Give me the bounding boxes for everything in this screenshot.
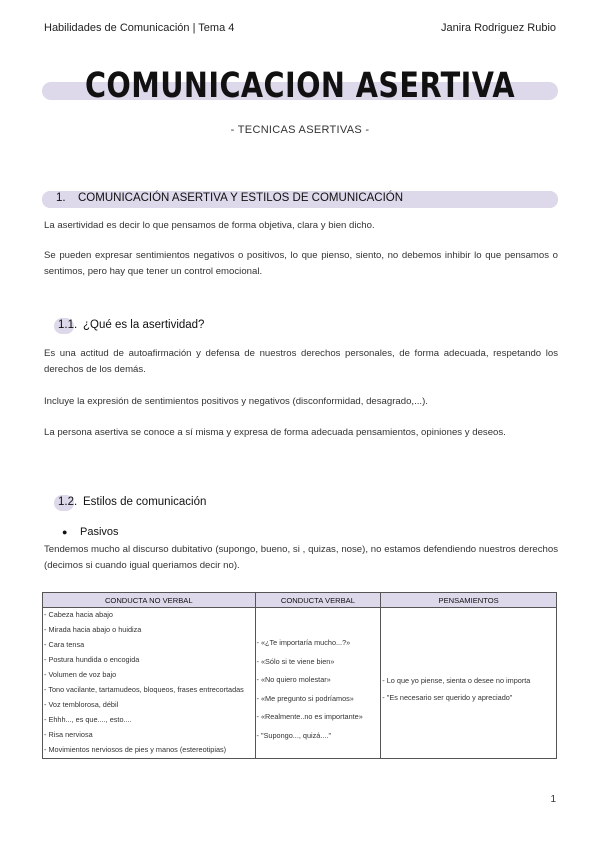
no-verbal-cell	[43, 608, 256, 759]
list-item: - Movimientos nerviosos de pies y manos (estereotipias)	[44, 745, 227, 754]
list-item: - Ehhh..., es que...., esto....	[44, 715, 132, 724]
list-item: - Tono vacilante, tartamudeos, bloqueos, frases entrecortadas	[44, 685, 244, 694]
list-item: - «Me pregunto si podríamos»	[256, 693, 354, 703]
list-item: - «¿Te importaría mucho...?»	[256, 638, 351, 647]
list-item: - Cara tensa	[44, 640, 85, 649]
section-1-1-paragraph: Incluye la expresión de sentimientos positivos y negativos (disconformidad, desagrado,...).	[44, 396, 428, 407]
list-item: - Volumen de voz bajo	[44, 670, 117, 679]
section-1-heading	[56, 192, 403, 204]
header-pensamientos: PENSAMIENTOS	[381, 593, 557, 608]
pensamientos-cell	[381, 608, 557, 759]
bullet-pasivos	[62, 526, 119, 538]
header-course: Habilidades de Comunicación | Tema 4	[44, 22, 235, 34]
page-subtitle: - TECNICAS ASERTIVAS -	[230, 124, 370, 136]
header-no-verbal: CONDUCTA NO VERBAL	[43, 593, 256, 608]
section-1-1-paragraph: Es una actitud de autoafirmación y defensa de nuestros derechos personales, de forma adecuada, respetando los derechos de los demás.	[44, 348, 558, 375]
verbal-cell	[255, 608, 381, 759]
section-1-2-title: Estilos de comunicación	[83, 496, 207, 508]
section-1-title: COMUNICACIÓN ASERTIVA Y ESTILOS DE COMUNICACIÓN	[78, 192, 404, 204]
list-item: - Voz temblorosa, débil	[44, 700, 119, 709]
page-number: 1	[550, 794, 556, 805]
bullet-dot-icon: ●	[62, 527, 68, 537]
section-1-2-number: 1.2.	[58, 496, 78, 508]
section-1-number: 1.	[56, 192, 66, 204]
list-item: - "Es necesario ser querido y apreciado"	[382, 693, 513, 702]
list-item: - Mirada hacia abajo o huidiza	[44, 625, 142, 634]
page-title: COMUNICACION ASERTIVA	[84, 66, 516, 106]
section-1-1-paragraph: La persona asertiva se conoce a sí misma y expresa de forma adecuada pensamientos, opiniones y deseos.	[44, 427, 506, 438]
passive-behaviour-table	[42, 592, 557, 759]
header-verbal: CONDUCTA VERBAL	[255, 593, 381, 608]
table-header-row	[43, 593, 557, 608]
list-item: - «Sólo si te viene bien»	[256, 656, 335, 666]
bullet-label: Pasivos	[80, 526, 119, 538]
section-1-1-number: 1.1.	[58, 319, 78, 331]
list-item: - «Realmente..no es importante»	[256, 712, 363, 721]
section-1-2-paragraph: Tendemos mucho al discurso dubitativo (supongo, bueno, si , quizas, nose), no estamos defendiendo nuestros derechos (decimos si cuando igual queriamos decir no).	[44, 544, 558, 571]
list-item: - Lo que yo piense, sienta o desee no importa	[382, 676, 531, 685]
table-row	[43, 608, 557, 759]
list-item: - Cabeza hacia abajo	[44, 610, 113, 619]
list-item: - Postura hundida o encogida	[44, 655, 140, 664]
section-1-paragraph: La asertividad es decir lo que pensamos de forma objetiva, clara y bien dicho.	[44, 220, 375, 231]
list-item: - «No quiero molestar»	[256, 675, 331, 684]
section-1-1-title: ¿Qué es la asertividad?	[83, 319, 205, 331]
list-item: - "Supongo..., quizá...."	[256, 730, 332, 740]
list-item: - Risa nerviosa	[44, 730, 93, 739]
page-header	[44, 22, 556, 34]
section-1-2-heading	[58, 496, 206, 508]
section-1-1-heading	[58, 319, 204, 331]
section-1-paragraph: Se pueden expresar sentimientos negativos o positivos, lo que pienso, siento, no debemos inhibir lo que pensamos o sentimos, pero hay que tener un control emocional.	[44, 250, 558, 277]
header-author: Janira Rodriguez Rubio	[441, 22, 556, 34]
